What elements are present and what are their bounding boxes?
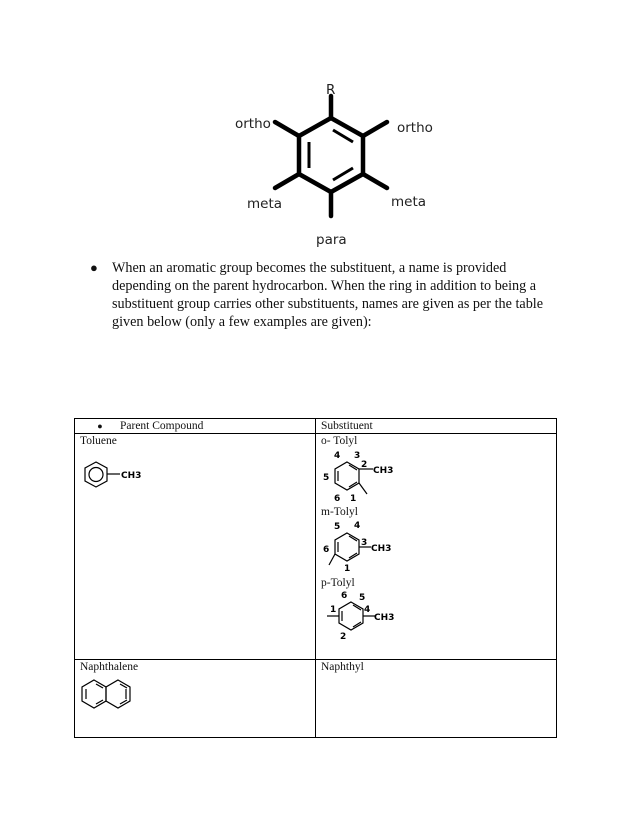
toluene-ch3-label: CH3 — [121, 471, 142, 481]
o-tolyl-num-1: 1 — [350, 494, 357, 504]
header-substituent: Substituent — [316, 419, 557, 434]
p-tolyl-num-5: 5 — [359, 593, 366, 603]
benzene-ring-drawing — [225, 78, 445, 250]
table-header-row — [75, 419, 557, 434]
m-tolyl-num-3: 3 — [361, 538, 368, 548]
bullet-paragraph — [90, 259, 560, 331]
o-tolyl-num-2: 2 — [361, 460, 368, 470]
benzene-position-diagram — [225, 78, 445, 250]
parent-cell-naphthalene — [75, 660, 316, 738]
substituent-cell-tolyl — [316, 434, 557, 660]
o-tolyl-num-4: 4 — [334, 451, 341, 461]
substituent-table — [74, 418, 557, 738]
o-tolyl-ch3-label: CH3 — [373, 466, 394, 476]
toluene-structure-icon — [80, 456, 160, 496]
p-tolyl-ch3-label: CH3 — [374, 613, 395, 623]
header-parent-compound: ● Parent Compound — [75, 419, 316, 434]
bullet-dot-icon: ● — [90, 260, 98, 275]
ortho-left-label: ortho — [235, 116, 271, 132]
p-tolyl-name: p-Tolyl — [321, 577, 355, 589]
meta-left-label: meta — [247, 196, 283, 212]
meta-right-bond — [363, 174, 387, 188]
o-tolyl-num-3: 3 — [354, 451, 361, 461]
para-label: para — [316, 232, 347, 248]
ortho-right-bond — [363, 122, 387, 136]
o-tolyl-num-6: 6 — [334, 494, 341, 504]
m-tolyl-num-5: 5 — [334, 522, 341, 532]
p-tolyl-num-4: 4 — [364, 605, 371, 615]
m-tolyl-ch3-label: CH3 — [371, 544, 392, 554]
meta-left-bond — [275, 174, 299, 188]
naphthyl-name: Naphthyl — [321, 661, 364, 673]
m-tolyl-name: m-Tolyl — [321, 506, 358, 518]
parent-name: Naphthalene — [80, 661, 139, 673]
p-tolyl-num-6: 6 — [341, 591, 348, 601]
header-bullet-icon: ● — [97, 421, 103, 431]
parent-name: Toluene — [80, 435, 117, 447]
m-tolyl-structure-icon — [321, 519, 441, 577]
o-tolyl-name: o- Tolyl — [321, 435, 358, 447]
table-row — [75, 660, 557, 738]
p-tolyl-num-2: 2 — [340, 632, 347, 642]
o-tolyl-num-5: 5 — [323, 473, 330, 483]
meta-right-label: meta — [391, 194, 427, 210]
inner-double-bond-2 — [333, 168, 353, 180]
o-tolyl-structure-icon — [321, 448, 441, 506]
ortho-left-bond — [275, 122, 299, 136]
p-tolyl-num-1: 1 — [330, 605, 337, 615]
substituent-r-label: R — [326, 82, 336, 98]
naphthalene-structure-icon — [80, 676, 150, 716]
p-tolyl-structure-icon — [321, 590, 441, 642]
paragraph-text: When an aromatic group becomes the substituent, a name is provided depending on the parent hydrocarbon. When the ring in addition to being a substituent group carries other substituents, names are given as per the table given below (only a few examples are given): — [112, 260, 544, 330]
ortho-right-label: ortho — [397, 120, 433, 136]
m-tolyl-num-1: 1 — [344, 564, 351, 574]
inner-double-bond-1 — [333, 130, 353, 142]
parent-cell-toluene — [75, 434, 316, 660]
table-row — [75, 434, 557, 660]
substituent-cell-naphthyl — [316, 660, 557, 738]
m-tolyl-num-6: 6 — [323, 545, 330, 555]
m-tolyl-num-4: 4 — [354, 521, 361, 531]
